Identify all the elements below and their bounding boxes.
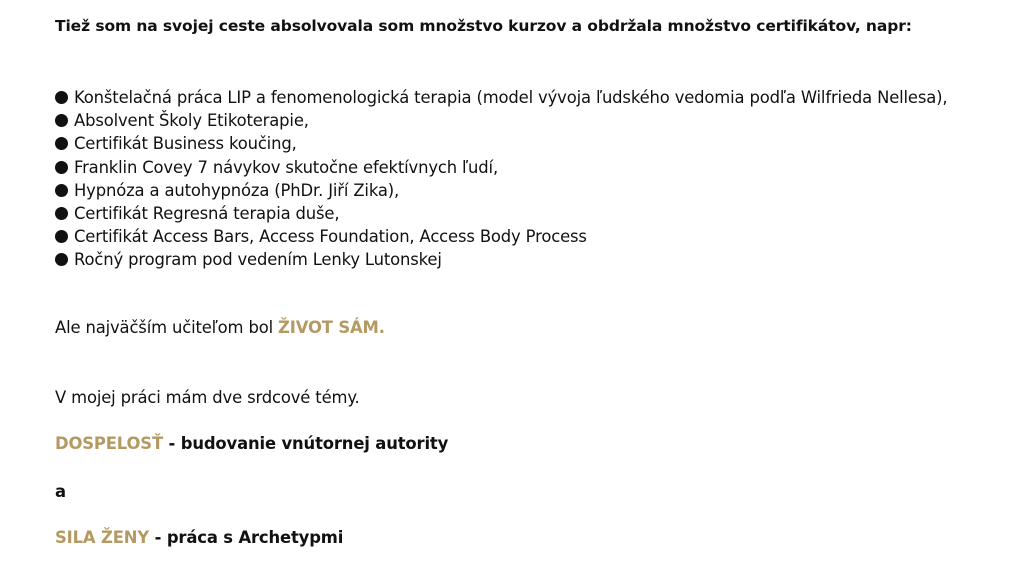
list-item [55,202,947,225]
list-item-text: Franklin Covey 7 návykov skutočne efektívnych ľudí, [74,157,499,177]
list-item [55,248,947,271]
list-item-text: Hypnóza a autohypnóza (PhDr. Jiří Zika), [74,180,400,200]
bullet-icon [55,207,68,220]
bullet-icon [55,114,68,127]
conjunction: a [55,482,66,501]
bullet-icon [55,253,68,266]
teacher-prefix: Ale najväčším učiteľom bol [55,318,279,337]
list-item-text: Konštelačná práca LIP a fenomenologická terapia (model vývoja ľudského vedomia podľa Wilfrieda Nellesa), [74,88,948,108]
bullet-icon [55,137,68,150]
list-item-text: Certifikát Business koučing, [74,134,297,154]
theme-woman-strength-name: SILA ŽENY [55,528,150,547]
list-item [55,86,947,109]
list-item-text: Certifikát Regresná terapia duše, [74,204,340,224]
theme-adulthood-description: - budovanie vnútornej autority [162,434,449,453]
list-item-text: Absolvent Školy Etikoterapie, [74,111,309,131]
bullet-icon [55,230,68,243]
bullet-icon [55,161,68,174]
certificate-list [55,86,947,272]
theme-woman-strength-description: - práca s Archetypmi [149,528,344,547]
list-item-text: Ročný program pod vedením Lenky Lutonskej [74,250,442,270]
bullet-icon [55,184,68,197]
intro-heading: Tiež som na svojej ceste absolvovala som množstvo kurzov a obdržala množstvo certifikátov, napr: [55,17,912,35]
theme-adulthood-name: DOSPELOSŤ [55,434,163,453]
list-item [55,225,947,248]
list-item-text: Certifikát Access Bars, Access Foundation, Access Body Process [74,227,587,247]
theme-adulthood [55,434,448,453]
theme-woman-strength [55,528,343,547]
list-item [55,132,947,155]
list-item [55,109,947,132]
list-item [55,156,947,179]
teacher-highlight: ŽIVOT SÁM. [278,318,385,337]
content-page [55,0,1020,587]
themes-intro: V mojej práci mám dve srdcové témy. [55,388,360,407]
bullet-icon [55,91,68,104]
teacher-statement [55,318,385,337]
list-item [55,179,947,202]
